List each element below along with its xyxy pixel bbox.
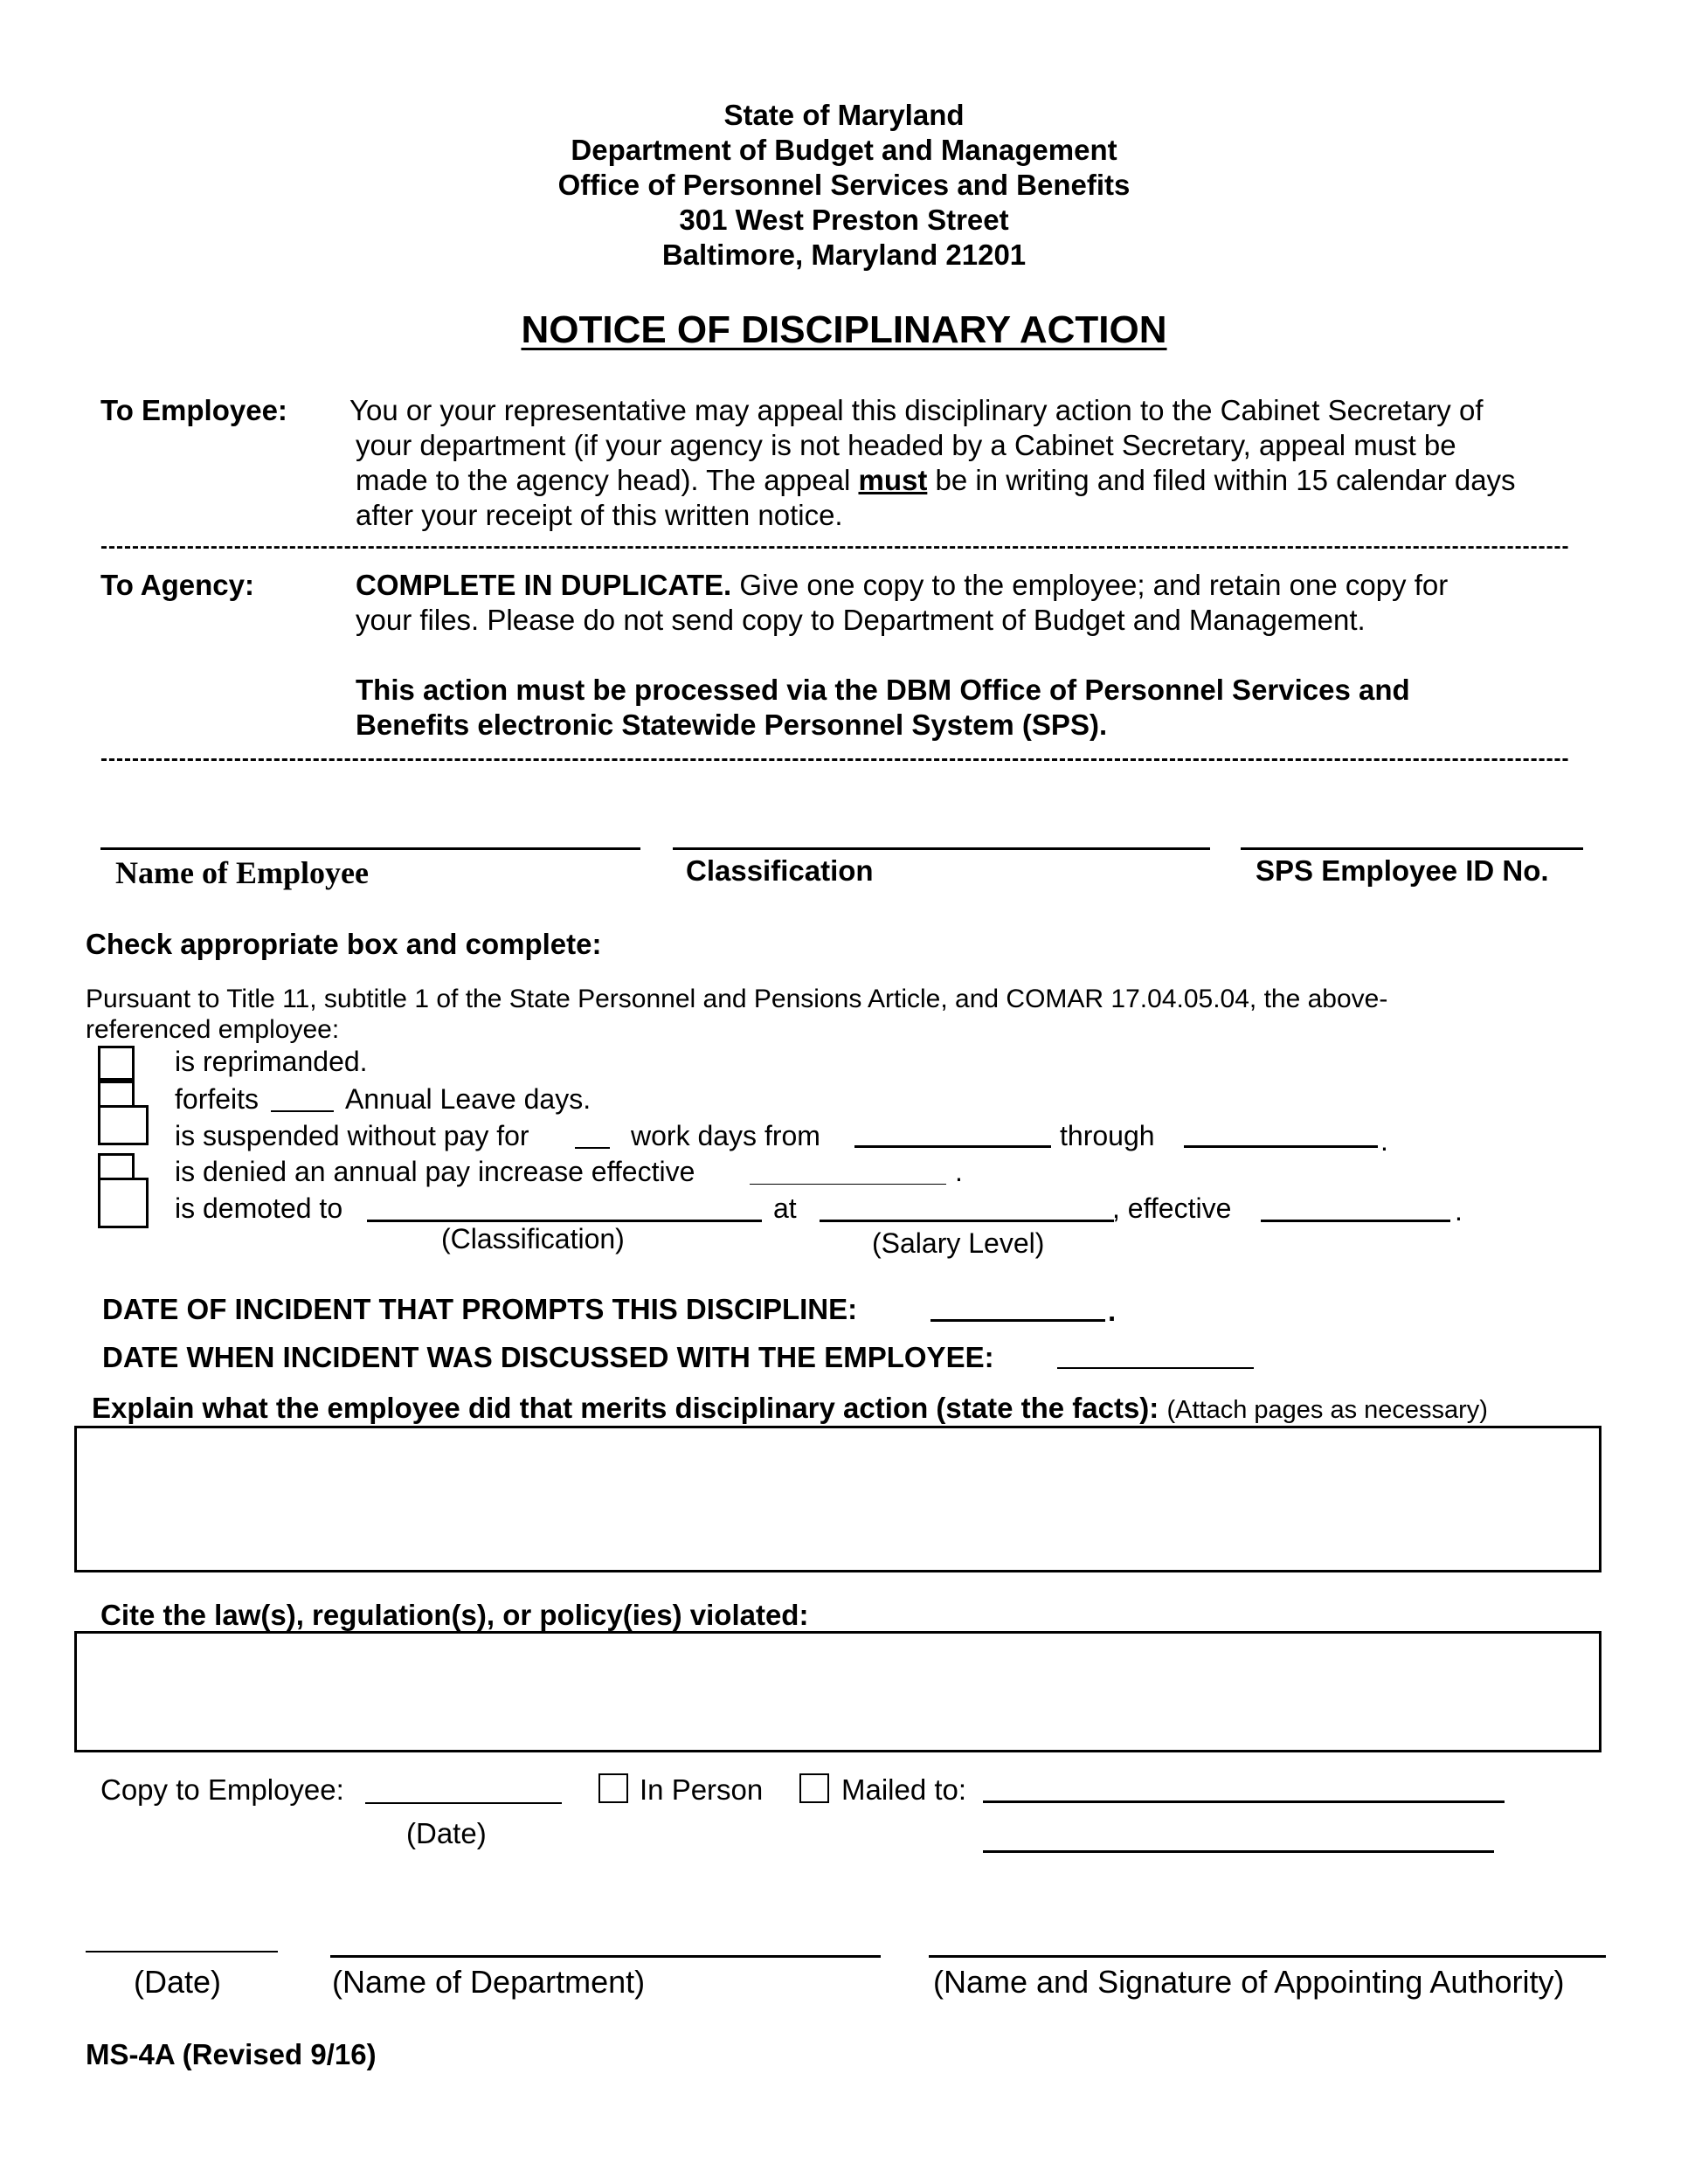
- appointing-authority-field[interactable]: [929, 1955, 1606, 1958]
- to-agency-line1: [356, 568, 1448, 603]
- to-agency-label: To Agency:: [100, 569, 255, 601]
- header-office: Office of Personnel Services and Benefits: [557, 169, 1131, 201]
- discussed-date-field[interactable]: [1057, 1367, 1254, 1369]
- mailed-to-checkbox[interactable]: [799, 1773, 829, 1803]
- in-person-label: In Person: [640, 1773, 764, 1806]
- suspended-checkbox[interactable]: [98, 1105, 149, 1145]
- option-demoted-at: at: [773, 1192, 797, 1224]
- option-demoted-a: is demoted to: [175, 1192, 343, 1224]
- pursuant-line1: Pursuant to Title 11, subtitle 1 of the State Personnel and Pensions Article, and COMAR 17.04.05.04, the above-: [86, 985, 1388, 1013]
- incident-date-period: .: [1108, 1295, 1117, 1327]
- pursuant-line2: referenced employee:: [86, 1015, 340, 1044]
- to-agency-line2: your files. Please do not send copy to Department of Budget and Management.: [356, 604, 1366, 636]
- form-title: NOTICE OF DISCIPLINARY ACTION: [521, 308, 1167, 351]
- option-suspended-a: is suspended without pay for: [175, 1120, 529, 1151]
- to-employee-label: To Employee:: [100, 394, 287, 426]
- denied-effective-field[interactable]: [750, 1184, 946, 1185]
- cite-textarea[interactable]: [74, 1631, 1602, 1752]
- salary-caption: (Salary Level): [872, 1227, 1045, 1259]
- demoted-checkbox[interactable]: [98, 1178, 149, 1228]
- form-title-wrap: [0, 308, 1688, 352]
- complete-in-duplicate: COMPLETE IN DUPLICATE.: [356, 569, 732, 601]
- header-city: Baltimore, Maryland 21201: [661, 238, 1027, 271]
- mailed-to-label: Mailed to:: [841, 1773, 967, 1806]
- to-employee-line3: [356, 463, 1516, 498]
- demoted-period: .: [1455, 1195, 1463, 1227]
- explain-note: (Attach pages as necessary): [1166, 1396, 1488, 1424]
- to-agency-note1: This action must be processed via the DBM Office of Personnel Services and: [356, 674, 1410, 706]
- header-street: 301 West Preston Street: [679, 204, 1009, 236]
- copy-label: Copy to Employee:: [100, 1773, 344, 1806]
- employee-name-label: Name of Employee: [115, 855, 369, 890]
- suspended-days-field[interactable]: [575, 1147, 610, 1149]
- to-employee-line2: your department (if your agency is not headed by a Cabinet Secretary, appeal must be: [356, 429, 1456, 461]
- option-reprimanded: is reprimanded.: [175, 1046, 368, 1077]
- option-forfeits-a: forfeits: [175, 1083, 259, 1115]
- header-department: Department of Budget and Management: [571, 134, 1117, 166]
- department-name-field[interactable]: [330, 1955, 881, 1958]
- department-caption: (Name of Department): [332, 1964, 646, 2000]
- forfeits-days-field[interactable]: [271, 1110, 334, 1112]
- option-forfeits-b: Annual Leave days.: [345, 1083, 591, 1115]
- dashed-divider-2: -------------------------------------------------------------------------------------------------------------------------------------------------------------------------------------------: [100, 747, 1570, 771]
- demoted-salary-field[interactable]: [820, 1220, 1114, 1222]
- explain-label: Explain what the employee did that merits disciplinary action (state the facts):: [92, 1392, 1159, 1424]
- classification-field[interactable]: [673, 847, 1210, 850]
- form-id: MS-4A (Revised 9/16): [86, 2038, 377, 2070]
- incident-date-label: DATE OF INCIDENT THAT PROMPTS THIS DISCIPLINE:: [102, 1293, 858, 1325]
- classification-caption: (Classification): [441, 1223, 625, 1254]
- explain-heading: [92, 1392, 1488, 1425]
- incident-date-field[interactable]: [930, 1319, 1105, 1322]
- header-state: State of Maryland: [723, 99, 965, 131]
- check-heading: Check appropriate box and complete:: [86, 928, 602, 960]
- to-agency-line1-rest: Give one copy to the employee; and retain one copy for: [731, 569, 1449, 601]
- sps-id-label: SPS Employee ID No.: [1256, 854, 1549, 887]
- demoted-effective-field[interactable]: [1261, 1220, 1450, 1222]
- authority-caption: (Name and Signature of Appointing Authority): [933, 1964, 1565, 2000]
- to-employee-line4: after your receipt of this written notice.: [356, 499, 843, 531]
- cite-label: Cite the law(s), regulation(s), or policy(ies) violated:: [100, 1599, 809, 1631]
- to-employee-line3-a: made to the agency head). The appeal: [356, 464, 859, 496]
- in-person-checkbox[interactable]: [598, 1773, 628, 1803]
- suspended-from-field[interactable]: [854, 1145, 1051, 1148]
- discussed-date-label: DATE WHEN INCIDENT WAS DISCUSSED WITH THE EMPLOYEE:: [102, 1341, 994, 1373]
- option-suspended-c: through: [1060, 1120, 1155, 1151]
- suspended-through-field[interactable]: [1184, 1145, 1378, 1148]
- mailed-address-line1-field[interactable]: [983, 1800, 1505, 1803]
- option-denied: is denied an annual pay increase effective: [175, 1156, 695, 1187]
- option-suspended-b: work days from: [631, 1120, 820, 1151]
- signature-date-caption: (Date): [134, 1964, 222, 2000]
- to-employee-line1: You or your representative may appeal this disciplinary action to the Cabinet Secretary of: [349, 394, 1484, 426]
- to-employee-line3-b: be in writing and filed within 15 calendar days: [927, 464, 1516, 496]
- demoted-classification-field[interactable]: [367, 1220, 762, 1222]
- to-agency-note2: Benefits electronic Statewide Personnel System (SPS).: [356, 708, 1108, 741]
- dashed-divider-1: -------------------------------------------------------------------------------------------------------------------------------------------------------------------------------------------: [100, 535, 1570, 558]
- explain-textarea[interactable]: [74, 1426, 1602, 1572]
- classification-label: Classification: [686, 854, 874, 887]
- denied-period: .: [955, 1156, 963, 1187]
- option-demoted-effective: , effective: [1112, 1192, 1232, 1224]
- mailed-address-line2-field[interactable]: [983, 1850, 1494, 1853]
- sps-id-field[interactable]: [1241, 847, 1583, 850]
- suspended-period: .: [1380, 1125, 1388, 1157]
- signature-date-field[interactable]: [86, 1951, 278, 1952]
- copy-date-caption: (Date): [406, 1817, 487, 1849]
- copy-date-field[interactable]: [365, 1802, 562, 1804]
- must-emphasis: must: [858, 464, 928, 496]
- reprimanded-checkbox[interactable]: [98, 1046, 135, 1081]
- employee-name-field[interactable]: [100, 847, 640, 850]
